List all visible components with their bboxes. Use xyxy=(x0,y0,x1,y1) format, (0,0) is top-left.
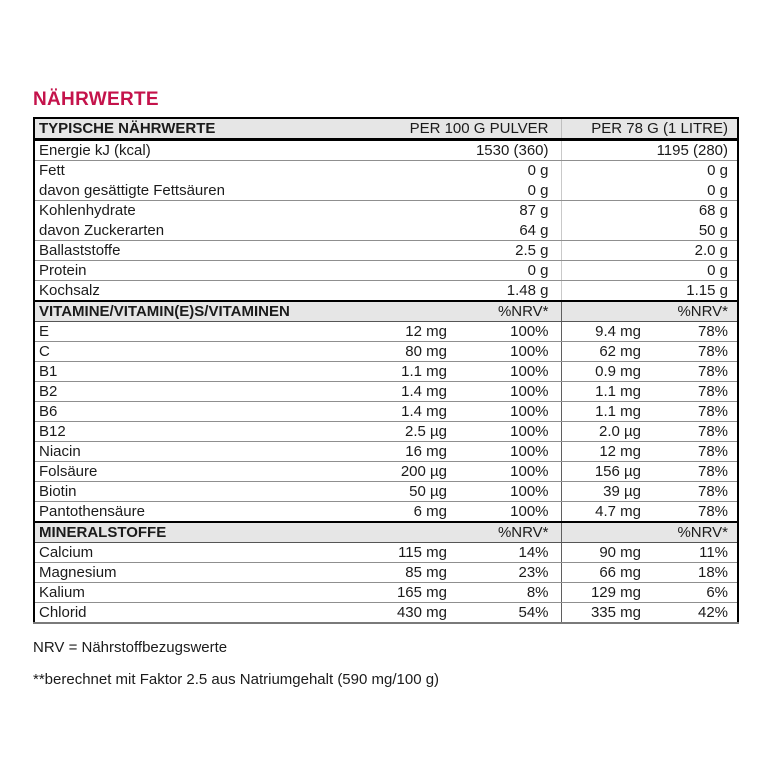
nutrient-label: Magnesium xyxy=(34,563,351,583)
amount-per-78g: 156 µg xyxy=(561,462,653,482)
vitamins-section-header xyxy=(34,301,738,322)
nrv-per-78g: 78% xyxy=(653,362,738,382)
nrv-per-78g: 78% xyxy=(653,322,738,342)
amount-per-78g: 335 mg xyxy=(561,603,653,624)
vitamin-row xyxy=(34,322,738,342)
value-per-78g: 68 g xyxy=(561,201,738,221)
nrv-per-78g: 11% xyxy=(653,543,738,563)
vitamin-row xyxy=(34,382,738,402)
amount-per-100g: 1.4 mg xyxy=(351,402,459,422)
minerals-section-header xyxy=(34,522,738,543)
nutrient-row xyxy=(34,140,738,161)
amount-per-100g: 1.1 mg xyxy=(351,362,459,382)
vitamin-row xyxy=(34,342,738,362)
footnotes xyxy=(33,639,737,689)
value-per-78g: 2.0 g xyxy=(561,241,738,261)
nutrient-label: Chlorid xyxy=(34,603,351,624)
nrv-per-100g: 100% xyxy=(459,442,561,462)
amount-per-78g: 1.1 mg xyxy=(561,402,653,422)
nutrient-label: Kochsalz xyxy=(34,281,351,302)
value-per-78g: 1195 (280) xyxy=(561,140,738,161)
nutrient-label: B1 xyxy=(34,362,351,382)
vitamin-row xyxy=(34,362,738,382)
amount-per-78g: 1.1 mg xyxy=(561,382,653,402)
nutrient-row xyxy=(34,201,738,221)
column-header-per-78g: PER 78 G (1 LITRE) xyxy=(561,118,738,140)
nutrient-label: B12 xyxy=(34,422,351,442)
nrv-per-78g: 78% xyxy=(653,342,738,362)
nutrient-label: Calcium xyxy=(34,543,351,563)
nutrient-label: Fett xyxy=(39,162,65,180)
nutrient-label: B2 xyxy=(34,382,351,402)
nutrient-label: B6 xyxy=(34,402,351,422)
nrv-per-100g: 100% xyxy=(459,462,561,482)
nrv-per-78g: 6% xyxy=(653,583,738,603)
amount-per-78g: 9.4 mg xyxy=(561,322,653,342)
value-per-100g: 0 g xyxy=(351,181,561,201)
nutrient-row xyxy=(34,221,738,241)
nutrient-row xyxy=(34,161,738,181)
amount-per-78g: 62 mg xyxy=(561,342,653,362)
vitamin-row xyxy=(34,402,738,422)
main-nutrients-body xyxy=(34,140,738,302)
nrv-header-per-100g: %NRV* xyxy=(351,522,561,543)
nutrient-label: davon Zuckerarten xyxy=(34,221,351,241)
amount-per-100g: 200 µg xyxy=(351,462,459,482)
value-per-100g: 0 g xyxy=(527,162,549,180)
nrv-per-78g: 78% xyxy=(653,502,738,523)
nrv-per-78g: 78% xyxy=(653,442,738,462)
amount-per-78g: 66 mg xyxy=(561,563,653,583)
vitamins-body xyxy=(34,301,738,522)
nrv-per-78g: 78% xyxy=(653,422,738,442)
amount-per-78g: 4.7 mg xyxy=(561,502,653,523)
nutrient-label: Niacin xyxy=(34,442,351,462)
amount-per-100g: 85 mg xyxy=(351,563,459,583)
amount-per-100g: 50 µg xyxy=(351,482,459,502)
nutrient-row xyxy=(34,241,738,261)
nrv-per-78g: 78% xyxy=(653,382,738,402)
amount-per-78g: 2.0 µg xyxy=(561,422,653,442)
value-per-100g: 1530 (360) xyxy=(351,140,561,161)
amount-per-100g: 165 mg xyxy=(351,583,459,603)
nrv-per-100g: 54% xyxy=(459,603,561,624)
mineral-row xyxy=(34,563,738,583)
nrv-per-100g: 100% xyxy=(459,362,561,382)
nrv-per-100g: 14% xyxy=(459,543,561,563)
table-header-row xyxy=(34,118,738,140)
nrv-per-100g: 100% xyxy=(459,342,561,362)
table-header xyxy=(34,118,738,140)
amount-per-100g: 80 mg xyxy=(351,342,459,362)
nutrition-panel xyxy=(33,89,737,689)
value-per-78g: 0 g xyxy=(561,181,738,201)
nrv-per-78g: 18% xyxy=(653,563,738,583)
vitamins-section-title: VITAMINE/VITAMIN(E)S/VITAMINEN xyxy=(34,301,351,322)
nutrient-label: Protein xyxy=(34,261,351,281)
nutrient-label: C xyxy=(34,342,351,362)
vitamin-row xyxy=(34,482,738,502)
nrv-per-78g: 78% xyxy=(653,482,738,502)
nrv-header-per-78g: %NRV* xyxy=(561,522,738,543)
page-title: NÄHRWERTE xyxy=(33,89,159,110)
value-per-100g: 0 g xyxy=(351,261,561,281)
value-per-100g: 87 g xyxy=(519,202,549,220)
nrv-per-100g: 8% xyxy=(459,583,561,603)
vitamin-row xyxy=(34,442,738,462)
nutrient-row xyxy=(34,281,738,302)
value-per-78g: 1.15 g xyxy=(561,281,738,302)
nutrition-table xyxy=(33,117,739,624)
nrv-per-78g: 42% xyxy=(653,603,738,624)
nutrient-label: Energie kJ (kcal) xyxy=(34,140,351,161)
nutrient-label: Biotin xyxy=(34,482,351,502)
nutrient-row xyxy=(34,181,738,201)
nrv-per-78g: 78% xyxy=(653,402,738,422)
amount-per-78g: 0.9 mg xyxy=(561,362,653,382)
amount-per-100g: 1.4 mg xyxy=(351,382,459,402)
mineral-row xyxy=(34,583,738,603)
nutrient-label: Folsäure xyxy=(34,462,351,482)
value-per-78g: 0 g xyxy=(561,261,738,281)
amount-per-100g: 430 mg xyxy=(351,603,459,624)
column-header-per-100g: PER 100 G PULVER xyxy=(351,118,561,140)
mineral-row xyxy=(34,603,738,624)
amount-per-100g: 6 mg xyxy=(351,502,459,523)
nutrient-label: Kalium xyxy=(34,583,351,603)
nrv-per-78g: 78% xyxy=(653,462,738,482)
amount-per-100g: 16 mg xyxy=(351,442,459,462)
vitamin-row xyxy=(34,502,738,523)
nrv-per-100g: 100% xyxy=(459,402,561,422)
nrv-per-100g: 100% xyxy=(459,482,561,502)
amount-per-78g: 90 mg xyxy=(561,543,653,563)
value-per-100g: 64 g xyxy=(351,221,561,241)
nutrient-row xyxy=(34,261,738,281)
amount-per-100g: 12 mg xyxy=(351,322,459,342)
nrv-header-per-78g: %NRV* xyxy=(561,301,738,322)
nutrient-label: Kohlenhydrate xyxy=(39,202,136,220)
nutrient-label: davon gesättigte Fettsäuren xyxy=(34,181,351,201)
nrv-per-100g: 23% xyxy=(459,563,561,583)
vitamin-row xyxy=(34,462,738,482)
nutrient-label: Ballaststoffe xyxy=(34,241,351,261)
nrv-per-100g: 100% xyxy=(459,422,561,442)
nrv-per-100g: 100% xyxy=(459,322,561,342)
value-per-78g: 50 g xyxy=(561,221,738,241)
amount-per-78g: 12 mg xyxy=(561,442,653,462)
nrv-per-100g: 100% xyxy=(459,502,561,523)
value-per-100g: 1.48 g xyxy=(351,281,561,302)
mineral-row xyxy=(34,543,738,563)
value-per-78g: 0 g xyxy=(561,161,738,181)
amount-per-78g: 39 µg xyxy=(561,482,653,502)
amount-per-100g: 115 mg xyxy=(351,543,459,563)
column-header-nutrients: TYPISCHE NÄHRWERTE xyxy=(34,118,351,140)
footnote-sodium-factor: **berechnet mit Faktor 2.5 aus Natriumgehalt (590 mg/100 g) xyxy=(33,671,440,688)
nrv-header-per-100g: %NRV* xyxy=(351,301,561,322)
nutrient-label: E xyxy=(34,322,351,342)
nrv-per-100g: 100% xyxy=(459,382,561,402)
minerals-section-title: MINERALSTOFFE xyxy=(34,522,351,543)
footnote-nrv: NRV = Nährstoffbezugswerte xyxy=(33,639,228,656)
vitamin-row xyxy=(34,422,738,442)
value-per-100g: 2.5 g xyxy=(351,241,561,261)
amount-per-78g: 129 mg xyxy=(561,583,653,603)
nutrient-label: Pantothensäure xyxy=(34,502,351,523)
amount-per-100g: 2.5 µg xyxy=(351,422,459,442)
minerals-body xyxy=(34,522,738,623)
